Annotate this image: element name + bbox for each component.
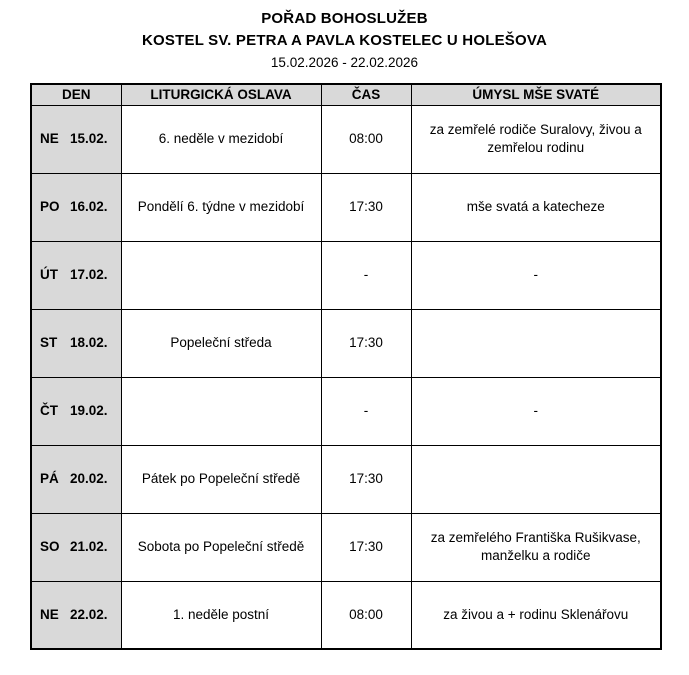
celebration-cell: 1. neděle postní [121,581,321,649]
time-cell: - [321,377,411,445]
celebration-cell [121,241,321,309]
time-cell: 17:30 [321,445,411,513]
day-abbrev: NE [40,606,59,622]
celebration-cell [121,377,321,445]
day-date: 18.02. [70,334,108,350]
celebration-cell: 6. neděle v mezidobí [121,105,321,173]
schedule-table [30,83,662,650]
table-header-row [31,84,661,105]
day-date: 16.02. [70,198,108,214]
column-header-celebration: LITURGICKÁ OSLAVA [121,84,321,105]
column-header-intention: ÚMYSL MŠE SVATÉ [411,84,661,105]
day-date: 15.02. [70,130,108,146]
table-row [31,581,661,649]
intention-cell: mše svatá a katecheze [411,173,661,241]
day-abbrev: NE [40,130,59,146]
document-title: POŘAD BOHOSLUŽEB [261,10,428,27]
intention-cell: - [411,377,661,445]
intention-cell: za živou a + rodinu Sklenářovu [411,581,661,649]
intention-cell: za zemřelého Františka Rušikvase, manželku a rodiče [411,513,661,581]
time-cell: 08:00 [321,581,411,649]
church-name: KOSTEL SV. PETRA A PAVLA KOSTELEC U HOLEŠOVA [142,32,547,49]
celebration-cell: Pondělí 6. týdne v mezidobí [121,173,321,241]
intention-cell [411,445,661,513]
time-cell: 17:30 [321,173,411,241]
day-date: 21.02. [70,538,108,554]
day-date: 17.02. [70,266,108,282]
table-row [31,309,661,377]
day-cell [31,513,121,581]
document-header [0,0,689,70]
table-row [31,377,661,445]
table-row [31,513,661,581]
celebration-cell: Pátek po Popeleční středě [121,445,321,513]
day-cell [31,445,121,513]
day-abbrev: PO [40,198,60,214]
day-abbrev: ST [40,334,58,350]
day-cell [31,173,121,241]
day-cell [31,105,121,173]
intention-cell: za zemřelé rodiče Suralovy, živou a zemřelou rodinu [411,105,661,173]
day-abbrev: SO [40,538,60,554]
intention-cell [411,309,661,377]
table-row [31,173,661,241]
celebration-cell: Popeleční středa [121,309,321,377]
column-header-den: DEN [31,84,121,105]
table-row [31,445,661,513]
table-row [31,105,661,173]
day-cell [31,377,121,445]
day-date: 19.02. [70,402,108,418]
time-cell: 17:30 [321,513,411,581]
intention-cell: - [411,241,661,309]
day-cell [31,241,121,309]
table-row [31,241,661,309]
day-abbrev: ČT [40,402,58,418]
day-abbrev: PÁ [40,470,59,486]
day-date: 22.02. [70,606,108,622]
date-range: 15.02.2026 - 22.02.2026 [270,55,419,70]
day-date: 20.02. [70,470,108,486]
time-cell: - [321,241,411,309]
day-cell [31,581,121,649]
day-abbrev: ÚT [40,266,58,282]
day-cell [31,309,121,377]
time-cell: 08:00 [321,105,411,173]
column-header-time: ČAS [321,84,411,105]
time-cell: 17:30 [321,309,411,377]
celebration-cell: Sobota po Popeleční středě [121,513,321,581]
